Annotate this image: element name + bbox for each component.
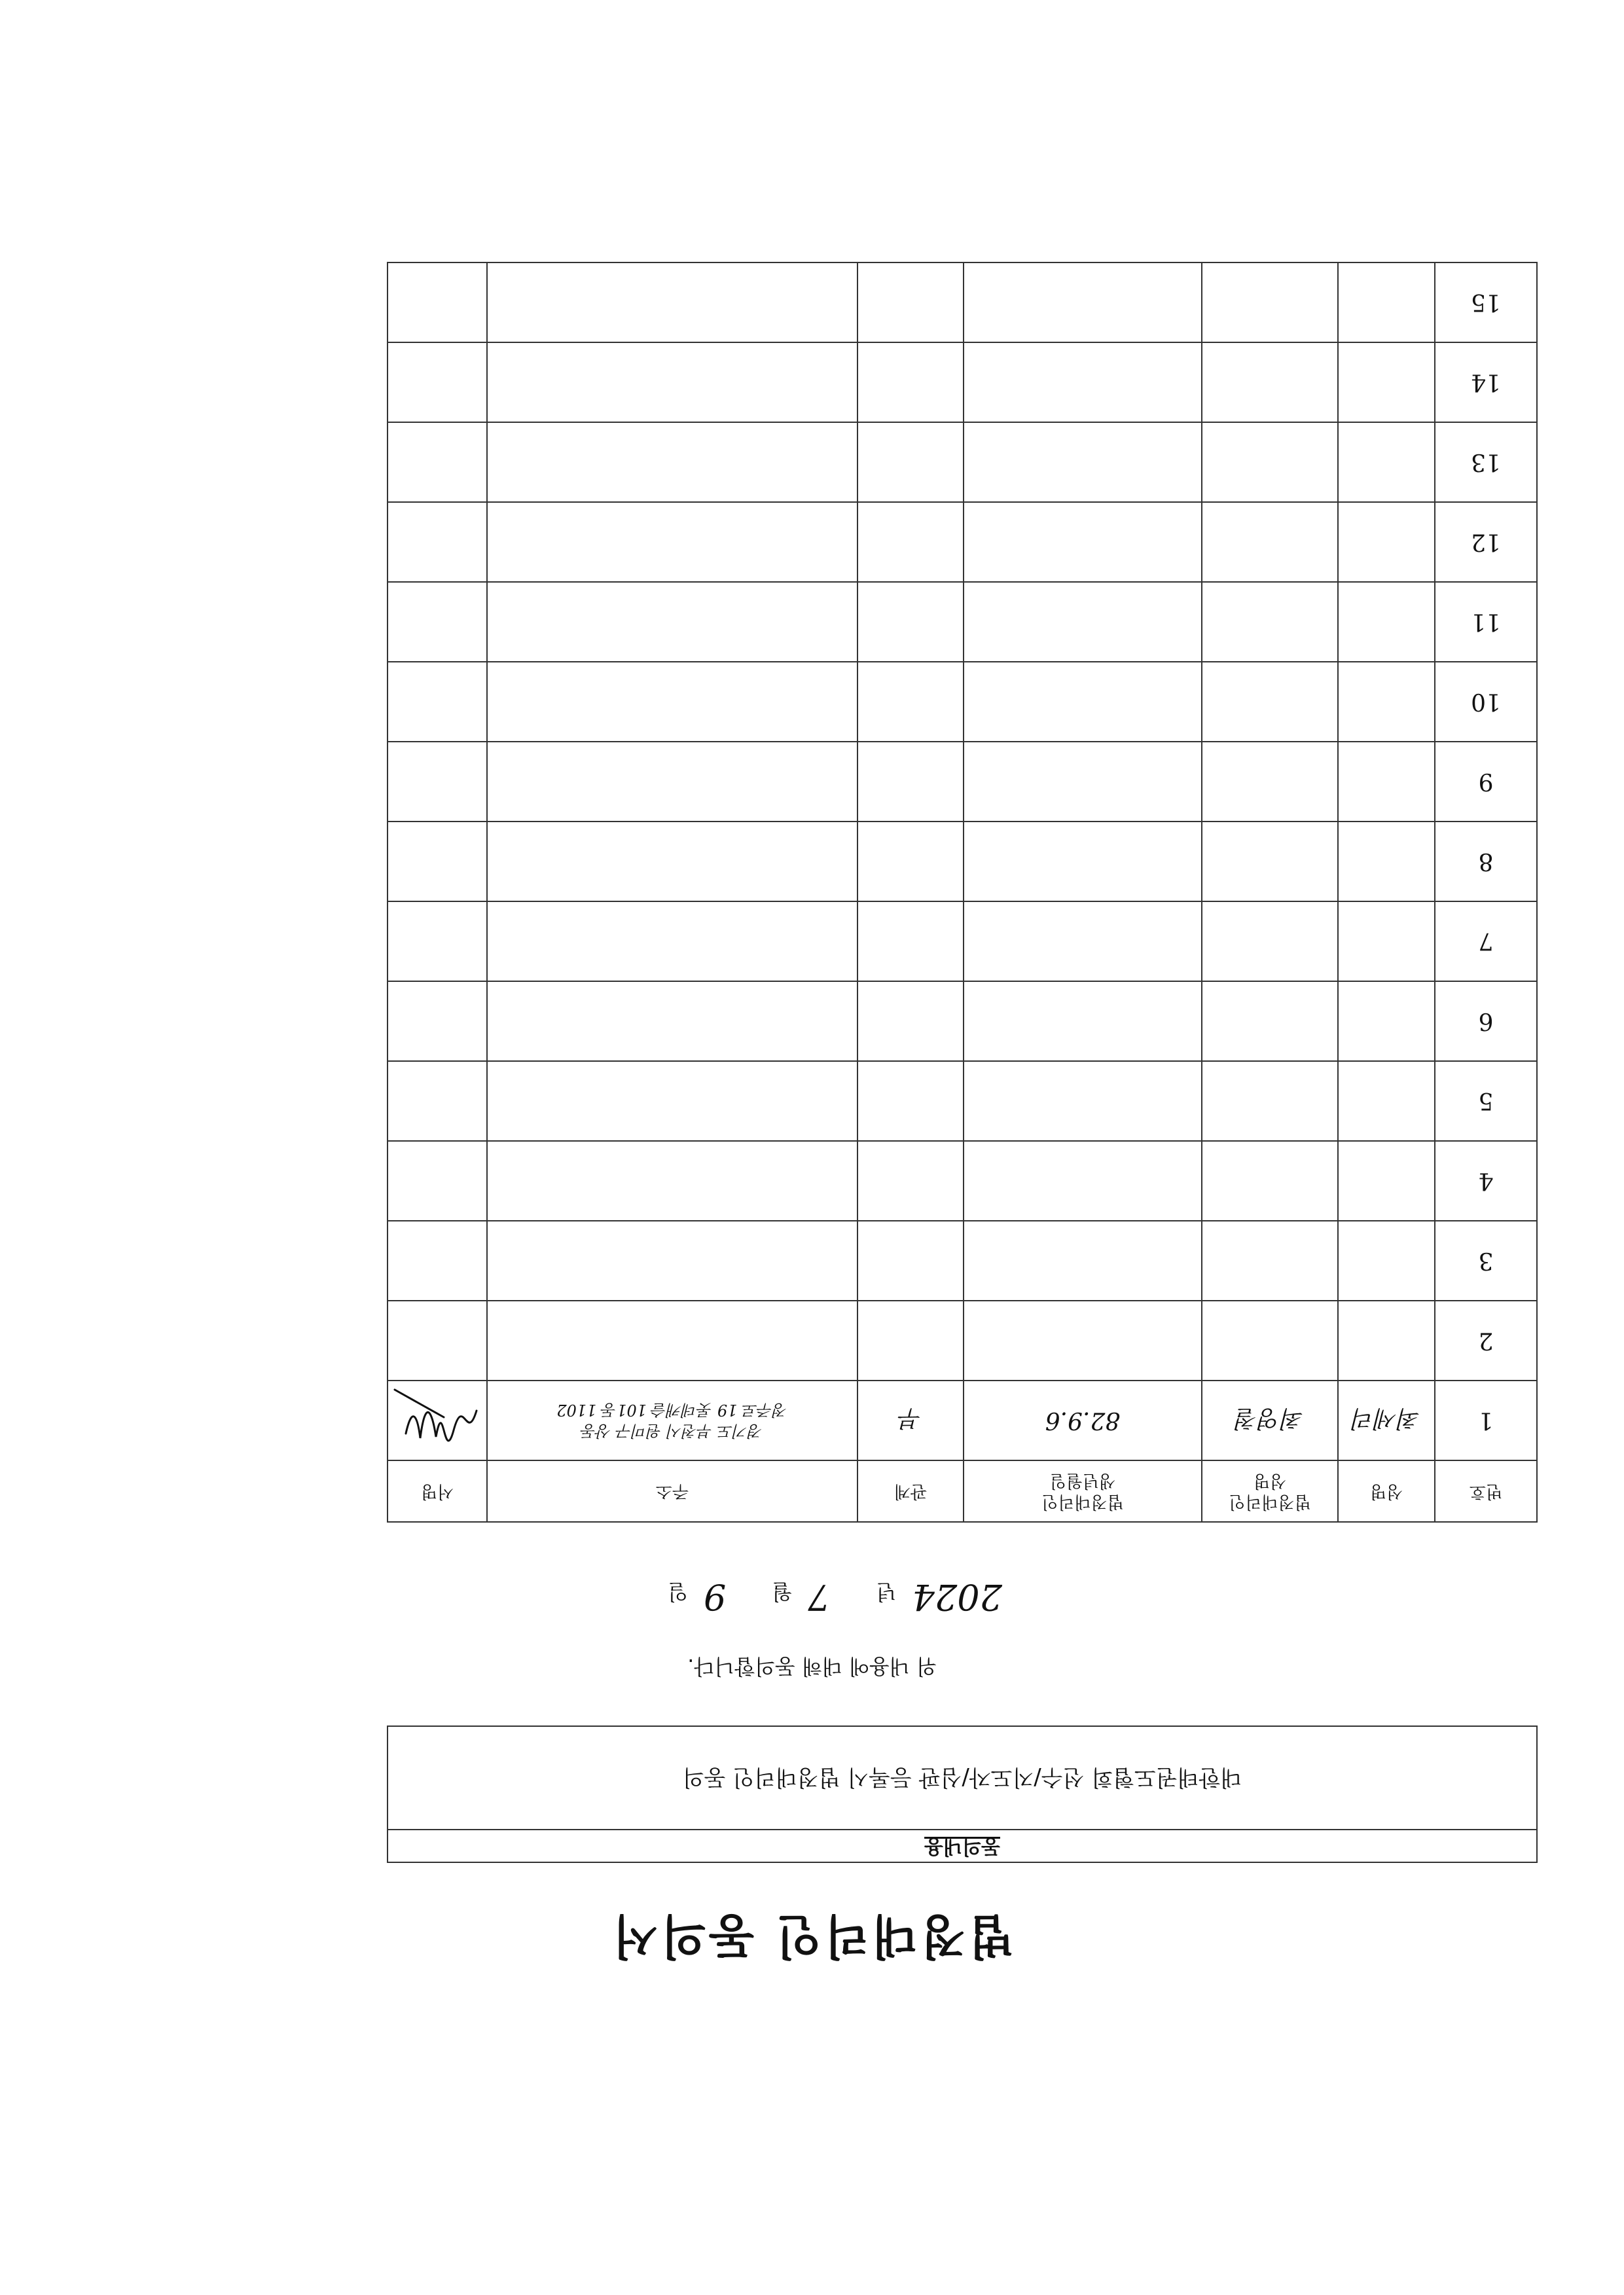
cell-signature <box>388 1061 487 1141</box>
cell-address <box>487 422 857 502</box>
cell-address <box>487 262 857 342</box>
cell-relation <box>857 342 964 422</box>
cell-guardian-birth <box>964 742 1202 822</box>
cell-signature <box>388 822 487 901</box>
cell-guardian-name <box>1202 262 1338 342</box>
consent-heading <box>388 1829 1536 1862</box>
cell-guardian-name <box>1202 422 1338 502</box>
table-row <box>388 262 1537 342</box>
cell-name <box>1338 1141 1435 1221</box>
cell-relation <box>857 901 964 981</box>
cell-name: 최세리 <box>1338 1381 1435 1460</box>
cell-name <box>1338 822 1435 901</box>
cell-guardian-birth <box>964 262 1202 342</box>
cell-signature <box>388 262 487 342</box>
cell-relation <box>857 981 964 1061</box>
cell-guardian-name <box>1202 822 1338 901</box>
cell-address <box>487 1381 857 1460</box>
cell-signature <box>388 981 487 1061</box>
header-address: 주소 <box>487 1460 857 1522</box>
cell-relation <box>857 502 964 582</box>
table-row <box>388 1221 1537 1301</box>
cell-relation <box>857 582 964 662</box>
header-guardian-birth: 법정대리인 생년월일 <box>964 1460 1202 1522</box>
cell-guardian-birth <box>964 502 1202 582</box>
cell-address <box>487 1141 857 1221</box>
cell-no: 12 <box>1435 502 1537 582</box>
cell-name <box>1338 981 1435 1061</box>
cell-no: 11 <box>1435 582 1537 662</box>
cell-relation <box>857 422 964 502</box>
header-relation: 관계 <box>857 1460 964 1522</box>
cell-name <box>1338 662 1435 742</box>
cell-guardian-name <box>1202 1221 1338 1301</box>
table-row <box>388 901 1537 981</box>
cell-no: 15 <box>1435 262 1537 342</box>
cell-no: 7 <box>1435 901 1537 981</box>
cell-guardian-birth <box>964 1141 1202 1221</box>
cell-no: 5 <box>1435 1061 1537 1141</box>
cell-relation <box>857 742 964 822</box>
consent-heading-text: 동의내용 <box>924 1835 1000 1858</box>
cell-address <box>487 981 857 1061</box>
table-row <box>388 742 1537 822</box>
cell-guardian-name <box>1202 342 1338 422</box>
cell-guardian-birth: 82.9.6 <box>964 1381 1202 1460</box>
cell-guardian-name <box>1202 742 1338 822</box>
cell-name <box>1338 901 1435 981</box>
address-line-2: 정주로 19 롯데캐슬 101동 1102 <box>556 1401 788 1419</box>
cell-signature <box>388 342 487 422</box>
cell-signature <box>388 582 487 662</box>
handwritten-signature <box>391 1384 483 1456</box>
cell-signature <box>388 1381 487 1460</box>
cell-relation: 부 <box>857 1381 964 1460</box>
table-row <box>388 1141 1537 1221</box>
cell-name <box>1338 1301 1435 1381</box>
cell-address <box>487 901 857 981</box>
cell-signature <box>388 742 487 822</box>
cell-signature <box>388 1221 487 1301</box>
cell-address <box>487 822 857 901</box>
cell-guardian-name <box>1202 662 1338 742</box>
cell-no: 3 <box>1435 1221 1537 1301</box>
address-line-1: 경기도 부천시 원미구 상동 <box>581 1422 763 1440</box>
cell-name <box>1338 262 1435 342</box>
cell-guardian-name <box>1202 981 1338 1061</box>
table-row <box>388 1301 1537 1381</box>
cell-no: 2 <box>1435 1301 1537 1381</box>
cell-name <box>1338 742 1435 822</box>
cell-guardian-birth <box>964 1061 1202 1141</box>
cell-no: 6 <box>1435 981 1537 1061</box>
cell-address <box>487 742 857 822</box>
header-name: 성명 <box>1338 1460 1435 1522</box>
cell-no: 14 <box>1435 342 1537 422</box>
cell-guardian-birth <box>964 342 1202 422</box>
cell-signature <box>388 1141 487 1221</box>
table-row <box>388 342 1537 422</box>
cell-address <box>487 502 857 582</box>
table-row <box>388 981 1537 1061</box>
header-guardian-name: 법정대리인 성명 <box>1202 1460 1338 1522</box>
cell-guardian-name <box>1202 1301 1338 1381</box>
table-row <box>388 1381 1537 1460</box>
cell-no: 10 <box>1435 662 1537 742</box>
cell-relation <box>857 1301 964 1381</box>
cell-relation <box>857 662 964 742</box>
address-text <box>488 1400 857 1441</box>
table-row <box>388 662 1537 742</box>
table-header-row <box>388 1460 1537 1522</box>
cell-guardian-name <box>1202 1141 1338 1221</box>
cell-guardian-birth <box>964 582 1202 662</box>
cell-guardian-name <box>1202 901 1338 981</box>
date-month: 7 <box>808 1576 831 1617</box>
cell-guardian-birth <box>964 1301 1202 1381</box>
cell-guardian-birth <box>964 901 1202 981</box>
cell-name <box>1338 502 1435 582</box>
cell-address <box>487 662 857 742</box>
cell-no: 13 <box>1435 422 1537 502</box>
cell-no: 9 <box>1435 742 1537 822</box>
header-no: 번호 <box>1435 1460 1537 1522</box>
table-row <box>388 822 1537 901</box>
cell-relation <box>857 262 964 342</box>
cell-relation <box>857 1141 964 1221</box>
cell-signature <box>388 901 487 981</box>
cell-name <box>1338 582 1435 662</box>
cell-guardian-name <box>1202 502 1338 582</box>
table-row <box>388 1061 1537 1141</box>
cell-address <box>487 1061 857 1141</box>
date-day-unit: 일 <box>668 1580 688 1604</box>
cell-address <box>487 342 857 422</box>
cell-guardian-name <box>1202 582 1338 662</box>
agree-statement: 위 내용에 대해 동의합니다. <box>687 1654 937 1679</box>
cell-name <box>1338 1061 1435 1141</box>
cell-guardian-birth <box>964 822 1202 901</box>
cell-address <box>487 1301 857 1381</box>
cell-relation <box>857 1221 964 1301</box>
cell-no: 4 <box>1435 1141 1537 1221</box>
guardian-table <box>387 262 1538 1523</box>
cell-signature <box>388 502 487 582</box>
cell-relation <box>857 822 964 901</box>
cell-name <box>1338 342 1435 422</box>
date-year-unit: 년 <box>876 1580 897 1604</box>
cell-address <box>487 582 857 662</box>
cell-no: 1 <box>1435 1381 1537 1460</box>
cell-address <box>487 1221 857 1301</box>
cell-signature <box>388 662 487 742</box>
table-row <box>388 582 1537 662</box>
cell-name <box>1338 422 1435 502</box>
cell-guardian-birth <box>964 981 1202 1061</box>
table-row <box>388 422 1537 502</box>
header-signature: 서명 <box>388 1460 487 1522</box>
document-title: 법정대리인 동의서 <box>609 1909 1015 1964</box>
date-line <box>0 1576 1624 1617</box>
consent-box <box>387 1726 1538 1863</box>
date-year: 2024 <box>912 1576 1002 1617</box>
cell-signature <box>388 422 487 502</box>
cell-no: 8 <box>1435 822 1537 901</box>
table-row <box>388 502 1537 582</box>
cell-guardian-birth <box>964 662 1202 742</box>
cell-guardian-name <box>1202 1061 1338 1141</box>
cell-relation <box>857 1061 964 1141</box>
date-month-unit: 월 <box>772 1580 793 1604</box>
cell-signature <box>388 1301 487 1381</box>
cell-guardian-birth <box>964 1221 1202 1301</box>
cell-guardian-birth <box>964 422 1202 502</box>
consent-text: 대한태권도협회 선수/지도자/심판 등록시 법정대리인 동의 <box>682 1764 1242 1790</box>
cell-guardian-name: 최영철 <box>1202 1381 1338 1460</box>
cell-name <box>1338 1221 1435 1301</box>
date-day: 9 <box>703 1576 727 1617</box>
